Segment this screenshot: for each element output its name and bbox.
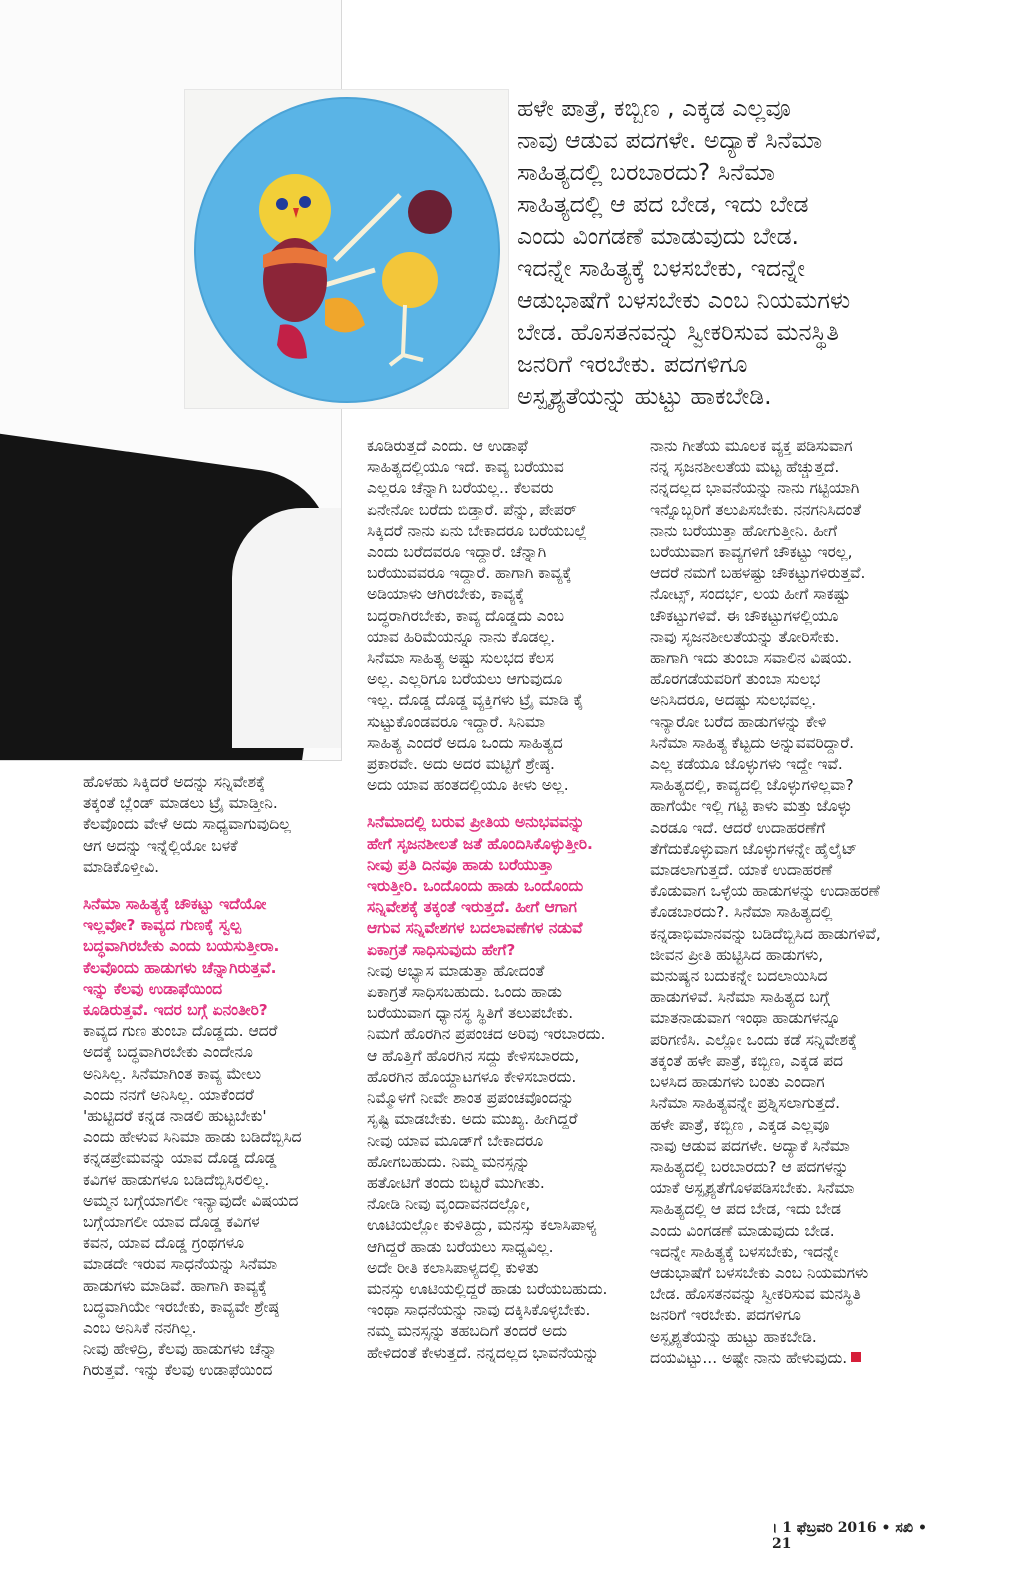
- column-1-paragraph-end: ನೀವು ಹೇಳಿದ್ರಿ, ಕೆಲವು ಹಾಡುಗಳು ಚೆನ್ನಾ ಗಿರುತ್ತವೆ. ಇನ್ನು ಕೆಲವು ಉಡಾಫೆಯಿಂದ: [83, 1340, 277, 1380]
- article-column-3: [650, 436, 950, 1369]
- interview-question: ಸಿನೆಮಾದಲ್ಲಿ ಬರುವ ಪ್ರೀತಿಯ ಅನುಭವವನ್ನು ಹೇಗೆ ಸೃಜನಶೀಲತೆ ಜತೆ ಹೊಂದಿಸಿಕೊಳ್ಳುತ್ತೀರಿ. ನೀವು ಪ್ರತಿ ದಿನವೂ ಹಾಡು ಬರೆಯುತ್ತಾ ಇರುತ್ತೀರಿ. ಒಂದೊಂದು ಹಾಡು ಒಂದೊಂದು ಸನ್ನಿವೇಶಕ್ಕೆ ತಕ್ಕಂತೆ ಇರುತ್ತದೆ. ಹೀಗೆ ಆಗಾಗ ಆಗುವ ಸನ್ನಿವೇಶಗಳ ಬದಲಾವಣೆಗಳ ನಡುವೆ ಏಕಾಗ್ರತೆ ಸಾಧಿಸುವುದು ಹೇಗೆ?: [367, 813, 593, 959]
- leg-stick: [403, 305, 405, 355]
- column-2-answer: ನೀವು ಅಭ್ಯಾಸ ಮಾಡುತ್ತಾ ಹೋದಂತೆ ಏಕಾಗ್ರತೆ ಸಾಧಿಸಬಹುದು. ಒಂದು ಹಾಡು ಬರೆಯುವಾಗ ಧ್ಯಾನಸ್ಥ ಸ್ಥಿತಿಗೆ ತಲುಪಬೇಕು. ನಿಮಗೆ ಹೊರಗಿನ ಪ್ರಪಂಚದ ಅರಿವು ಇರಬಾರದು. ಆ ಹೊತ್ತಿಗೆ ಹೊರಗಿನ ಸದ್ದು ಕೇಳಿಸಬಾರದು, ಹೊರಗಿನ ಹೊಯ್ದಾಟಗಳೂ ಕೇಳಿಸಬಾರದು. ನಿಮ್ಮೊಳಗೆ ನೀವೇ ಶಾಂತ ಪ್ರಪಂಚವೊಂದನ್ನು ಸೃಷ್ಟಿ ಮಾಡಬೇಕು. ಅದು ಮುಖ್ಯ. ಹೀಗಿದ್ದರೆ ನೀವು ಯಾವ ಮೂಡ್‌ಗೆ ಬೇಕಾದರೂ ಹೋಗಬಹುದು. ನಿಮ್ಮ ಮನಸ್ಸನ್ನು ಹತೋಟಿಗೆ ತಂದು ಬಿಟ್ಟರೆ ಮುಗೀತು. ನೋಡಿ ನೀವು ವೃಂದಾವನದಲ್ಲೋ, ಊಟಿಯಲ್ಲೋ ಕುಳಿತಿದ್ದು, ಮನಸ್ಸು ಕಲಾಸಿಪಾಳ್ಯ ಆಗಿದ್ದರೆ ಹಾಡು ಬರೆಯಲು ಸಾಧ್ಯವಿಲ್ಲ. ಅದೇ ರೀತಿ ಕಲಾಸಿಪಾಳ್ಯದಲ್ಲಿ ಕುಳಿತು ಮನಸ್ಸು ಊಟಿಯಲ್ಲಿದ್ದರೆ ಹಾಡು ಬರೆಯಬಹುದು. ಇಂಥಾ ಸಾಧನೆಯನ್ನು ನಾವು ದಕ್ಕಿಸಿಕೊಳ್ಳಬೇಕು. ನಮ್ಮ ಮನಸ್ಸನ್ನು ತಹಬದಿಗೆ ತಂದರೆ ಅದು ಹೇಳಿದಂತೆ ಕೇಳುತ್ತದೆ. ನನ್ನದಲ್ಲದ ಭಾವನೆಯನ್ನು: [367, 961, 608, 1362]
- article-column-1: [83, 772, 363, 1382]
- end-of-article-mark: [851, 1352, 861, 1362]
- fruit-ball: [382, 252, 438, 308]
- interview-question: ಸಿನೆಮಾ ಸಾಹಿತ್ಯಕ್ಕೆ ಚೌಕಟ್ಟು ಇದೆಯೋ ಇಲ್ಲವೋ? ಕಾವ್ಯದ ಗುಣಕ್ಕೆ ಸ್ವಲ್ಪ ಬದ್ಧವಾಗಿರಬೇಕು ಎಂದು ಬಯಸುತ್ತೀರಾ. ಕೆಲವೊಂದು ಹಾಡುಗಳು ಚೆನ್ನಾಗಿರುತ್ತವೆ. ಇನ್ನು ಕೆಲವು ಉಡಾಫೆಯಿಂದ ಕೂಡಿರುತ್ತವೆ. ಇದರ ಬಗ್ಗೆ ಏನಂತೀರಿ?: [83, 895, 280, 1020]
- column-2-paragraph: ಕೂಡಿರುತ್ತದೆ ಎಂದು. ಆ ಉಡಾಫೆ ಸಾಹಿತ್ಯದಲ್ಲಿಯೂ ಇದೆ. ಕಾವ್ಯ ಬರೆಯುವ ಎಲ್ಲರೂ ಚೆನ್ನಾಗಿ ಬರೆಯಲ್ಲ.. ಕೆಲವರು ಏನೇನೋ ಬರೆದು ಬಿಡ್ತಾರೆ. ಪೆನ್ನು, ಪೇಪರ್ ಸಿಕ್ಕಿದರೆ ನಾನು ಏನು ಬೇಕಾದರೂ ಬರೆಯಬಲ್ಲೆ ಎಂದು ಬರೆದವರೂ ಇದ್ದಾರೆ. ಚೆನ್ನಾಗಿ ಬರೆಯುವವರೂ ಇದ್ದಾರೆ. ಹಾಗಾಗಿ ಕಾವ್ಯಕ್ಕೆ ಅಡಿಯಾಳು ಆಗಿರಬೇಕು, ಕಾವ್ಯಕ್ಕೆ ಬದ್ಧರಾಗಿರಬೇಕು, ಕಾವ್ಯ ದೊಡ್ಡದು ಎಂಬ ಯಾವ ಹಿರಿಮೆಯನ್ನೂ ನಾನು ಕೊಡಲ್ಲ. ಸಿನೆಮಾ ಸಾಹಿತ್ಯ ಅಷ್ಟು ಸುಲಭದ ಕೆಲಸ ಅಲ್ಲ. ಎಲ್ಲರಿಗೂ ಬರೆಯಲು ಆಗುವುದೂ ಇಲ್ಲ. ದೊಡ್ಡ ದೊಡ್ಡ ವ್ಯಕ್ತಿಗಳು ಟ್ರೈ ಮಾಡಿ ಕೈ ಸುಟ್ಟುಕೊಂಡವರೂ ಇದ್ದಾರೆ. ಸಿನಿಮಾ ಸಾಹಿತ್ಯ ಎಂದರೆ ಅದೂ ಒಂದು ಸಾಹಿತ್ಯದ ಪ್ರಕಾರವೇ. ಅದು ಅದರ ಮಟ್ಟಿಗೆ ಶ್ರೇಷ್ಠ. ಅದು ಯಾವ ಹಂತದಲ್ಲಿಯೂ ಕೀಳು ಅಲ್ಲ.: [367, 437, 587, 795]
- pull-quote: ಹಳೇ ಪಾತ್ರೆ, ಕಬ್ಬಿಣ , ಎಕ್ಕಡ ಎಲ್ಲವೂ ನಾವು ಆಡುವ ಪದಗಳೇ. ಅದ್ಯಾಕೆ ಸಿನೆಮಾ ಸಾಹಿತ್ಯದಲ್ಲಿ ಬರಬಾರದು? ಸಿನೆಮಾ ಸಾಹಿತ್ಯದಲ್ಲಿ ಆ ಪದ ಬೇಡ, ಇದು ಬೇಡ ಎಂದು ವಿಂಗಡಣೆ ಮಾಡುವುದು ಬೇಡ. ಇದನ್ನೇ ಸಾಹಿತ್ಯಕ್ಕೆ ಬಳಸಬೇಕು, ಇದನ್ನೇ ಆಡುಭಾಷೆಗೆ ಬಳಸಬೇಕು ಎಂಬ ನಿಯಮಗಳು ಬೇಡ. ಹೊಸತನವನ್ನು ಸ್ವೀಕರಿಸುವ ಮನಸ್ಥಿತಿ ಜನರಿಗೆ ಇರಬೇಕು. ಪದಗಳಿಗೂ ಅಸ್ಪೃಶ್ಯತೆಯನ್ನು ಹುಟ್ಟು ಹಾಕಬೇಡಿ.: [517, 94, 851, 410]
- column-1-paragraph: ಹೊಳಹು ಸಿಕ್ಕಿದರೆ ಅದನ್ನು ಸನ್ನಿವೇಶಕ್ಕೆ ತಕ್ಕಂತೆ ಬ್ಲೆಂಡ್ ಮಾಡಲು ಟ್ರೈ ಮಾಡ್ತೀನಿ. ಕೆಲವೊಂದು ವೇಳೆ ಅದು ಸಾಧ್ಯವಾಗುವುದಿಲ್ಲ ಆಗ ಅದನ್ನು ಇನ್ನೆಲ್ಲಿಯೋ ಬಳಕೆ ಮಾಡಿಕೊಳ್ತೀವಿ.: [83, 773, 291, 876]
- shoulder-light-shape: [232, 508, 342, 748]
- column-3-paragraph: [650, 436, 950, 1369]
- fruit-plum: [408, 190, 452, 234]
- page-footer: । 1 ಫೆಬ್ರವರಿ 2016 • ಸಖಿ • 21: [772, 1520, 927, 1552]
- food-art-plate-photo: [185, 90, 508, 408]
- article-column-2: [367, 436, 652, 1364]
- fruit-eye-right: [299, 196, 311, 208]
- fruit-eye-left: [276, 198, 288, 210]
- plate-illustration: [185, 90, 508, 408]
- column-1-answer: ಕಾವ್ಯದ ಗುಣ ತುಂಬಾ ದೊಡ್ಡದು. ಆದರೆ ಅದಕ್ಕೆ ಬದ್ಧವಾಗಿರಬೇಕು ಎಂದೇನೂ ಅನಿಸಿಲ್ಲ. ಸಿನೆಮಾಗಿಂತ ಕಾವ್ಯ ಮೇಲು ಎಂದು ನನಗೆ ಅನಿಸಿಲ್ಲ. ಯಾಕೆಂದರೆ 'ಹುಟ್ಟಿದರೆ ಕನ್ನಡ ನಾಡಲಿ ಹುಟ್ಟಬೇಕು' ಎಂದು ಹೇಳುವ ಸಿನಿಮಾ ಹಾಡು ಬಡಿದೆಬ್ಬಿಸಿದ ಕನ್ನಡಪ್ರೇಮವನ್ನು ಯಾವ ದೊಡ್ಡ ದೊಡ್ಡ ಕವಿಗಳ ಹಾಡುಗಳೂ ಬಡಿದೆಬ್ಬಿಸಿರಲಿಲ್ಲ. ಅಮ್ಮನ ಬಗ್ಗೆಯಾಗಲೀ ಇನ್ಯಾವುದೇ ವಿಷಯದ ಬಗ್ಗೆಯಾಗಲೀ ಯಾವ ದೊಡ್ಡ ಕವಿಗಳ ಕವನ, ಯಾವ ದೊಡ್ಡ ಗ್ರಂಥಗಳೂ ಮಾಡದೇ ಇರುವ ಸಾಧನೆಯನ್ನು ಸಿನೆಮಾ ಹಾಡುಗಳು ಮಾಡಿವೆ. ಹಾಗಾಗಿ ಕಾವ್ಯಕ್ಕೆ ಬದ್ಧವಾಗಿಯೇ ಇರಬೇಕು, ಕಾವ್ಯವೇ ಶ್ರೇಷ್ಠ ಎಂಬ ಅನಿಸಿಕೆ ನನಗಿಲ್ಲ.: [83, 1022, 302, 1338]
- column-3-text: ನಾನು ಗೀತೆಯ ಮೂಲಕ ವ್ಯಕ್ತ ಪಡಿಸುವಾಗ ನನ್ನ ಸೃಜನಶೀಲತೆಯ ಮಟ್ಟ ಹೆಚ್ಚುತ್ತದೆ. ನನ್ನದಲ್ಲದ ಭಾವನೆಯನ್ನು ನಾನು ಗಟ್ಟಿಯಾಗಿ ಇನ್ನೊಬ್ಬರಿಗೆ ತಲುಪಿಸಬೇಕು. ನನಗನಿಸಿದಂತೆ ನಾನು ಬರೆಯುತ್ತಾ ಹೋಗುತ್ತೀನಿ. ಹೀಗೆ ಬರೆಯುವಾಗ ಕಾವ್ಯಗಳಿಗೆ ಚೌಕಟ್ಟು ಇರಲ್ಲ, ಆದರೆ ನಮಗೆ ಬಹಳಷ್ಟು ಚೌಕಟ್ಟುಗಳಿರುತ್ತವೆ. ನೋಟ್ಸ್, ಸಂದರ್ಭ, ಲಯ ಹೀಗೆ ಸಾಕಷ್ಟು ಚೌಕಟ್ಟುಗಳಿವೆ. ಈ ಚೌಕಟ್ಟುಗಳಲ್ಲಿಯೂ ನಾವು ಸೃಜನಶೀಲತೆಯನ್ನು ತೋರಿಸೇಕು. ಹಾಗಾಗಿ ಇದು ತುಂಬಾ ಸವಾಲಿನ ವಿಷಯ. ಹೊರಗಡೆಯವರಿಗೆ ತುಂಬಾ ಸುಲಭ ಅನಿಸಿದರೂ, ಅದಷ್ಟು ಸುಲಭವಲ್ಲ. ಇನ್ಯಾರೋ ಬರೆದ ಹಾಡುಗಳನ್ನು ಕೇಳಿ ಸಿನೆಮಾ ಸಾಹಿತ್ಯ ಕೆಟ್ಟದು ಅನ್ನುವವರಿದ್ದಾರೆ. ಎಲ್ಲ ಕಡೆಯೂ ಜೊಳ್ಳುಗಳು ಇದ್ದೇ ಇವೆ. ಸಾಹಿತ್ಯದಲ್ಲಿ, ಕಾವ್ಯದಲ್ಲಿ ಜೊಳ್ಳುಗಳಿಲ್ಲವಾ? ಹಾಗೆಯೇ ಇಲ್ಲಿ ಗಟ್ಟಿ ಕಾಳು ಮತ್ತು ಜೊಳ್ಳು ಎರಡೂ ಇದೆ. ಆದರೆ ಉದಾಹರಣೆಗೆ ತೆಗೆದುಕೊಳ್ಳುವಾಗ ಜೊಳ್ಳುಗಳನ್ನೇ ಹೈಲೈಟ್ ಮಾಡಲಾಗುತ್ತದೆ. ಯಾಕೆ ಉದಾಹರಣೆ ಕೊಡುವಾಗ ಒಳ್ಳೆಯ ಹಾಡುಗಳನ್ನು ಉದಾಹರಣೆ ಕೊಡಬಾರದು?. ಸಿನೆಮಾ ಸಾಹಿತ್ಯದಲ್ಲಿ ಕನ್ನಡಾಭಿಮಾನವನ್ನು ಬಡಿದೆಬ್ಬಿಸಿದ ಹಾಡುಗಳಿವೆ, ಜೀವನ ಪ್ರೀತಿ ಹುಟ್ಟಿಸಿದ ಹಾಡುಗಳು, ಮನುಷ್ಯನ ಬದುಕನ್ನೇ ಬದಲಾಯಿಸಿದ ಹಾಡುಗಳಿವೆ. ಸಿನೆಮಾ ಸಾಹಿತ್ಯದ ಬಗ್ಗೆ ಮಾತನಾಡುವಾಗ ಇಂಥಾ ಹಾಡುಗಳನ್ನೂ ಪರಿಗಣಿಸಿ. ಎಲ್ಲೋ ಒಂದು ಕಡೆ ಸನ್ನಿವೇಶಕ್ಕೆ ತಕ್ಕಂತೆ ಹಳೇ ಪಾತ್ರೆ, ಕಬ್ಬಿಣ, ಎಕ್ಕಡ ಪದ ಬಳಸಿದ ಹಾಡುಗಳು ಬಂತು ಎಂದಾಗ ಸಿನೆಮಾ ಸಾಹಿತ್ಯವನ್ನೇ ಪ್ರಶ್ನಿಸಲಾಗುತ್ತದೆ. ಹಳೇ ಪಾತ್ರೆ, ಕಬ್ಬಿಣ , ಎಕ್ಕಡ ಎಲ್ಲವೂ ನಾವು ಆಡುವ ಪದಗಳೇ. ಅದ್ಯಾಕೆ ಸಿನೆಮಾ ಸಾಹಿತ್ಯದಲ್ಲಿ ಬರಬಾರದು? ಆ ಪದಗಳನ್ನು ಯಾಕೆ ಅಸ್ಪೃಶ್ಯತೆಗೊಳಪಡಿಸಬೇಕು. ಸಿನೆಮಾ ಸಾಹಿತ್ಯದಲ್ಲಿ ಆ ಪದ ಬೇಡ, ಇದು ಬೇಡ ಎಂದು ವಿಂಗಡಣೆ ಮಾಡುವುದು ಬೇಡ. ಇದನ್ನೇ ಸಾಹಿತ್ಯಕ್ಕೆ ಬಳಸಬೇಕು, ಇದನ್ನೇ ಆಡುಭಾಷೆಗೆ ಬಳಸಬೇಕು ಎಂಬ ನಿಯಮಗಳು ಬೇಡ. ಹೊಸತನವನ್ನು ಸ್ವೀಕರಿಸುವ ಮನಸ್ಥಿತಿ ಜನರಿಗೆ ಇರಬೇಕು. ಪದಗಳಿಗೂ ಅಸ್ಪೃಶ್ಯತೆಯನ್ನು ಹುಟ್ಟು ಹಾಕಬೇಡಿ. ದಯವಿಟ್ಟು... ಅಷ್ಟೇ ನಾನು ಹೇಳುವುದು.: [650, 437, 881, 1367]
